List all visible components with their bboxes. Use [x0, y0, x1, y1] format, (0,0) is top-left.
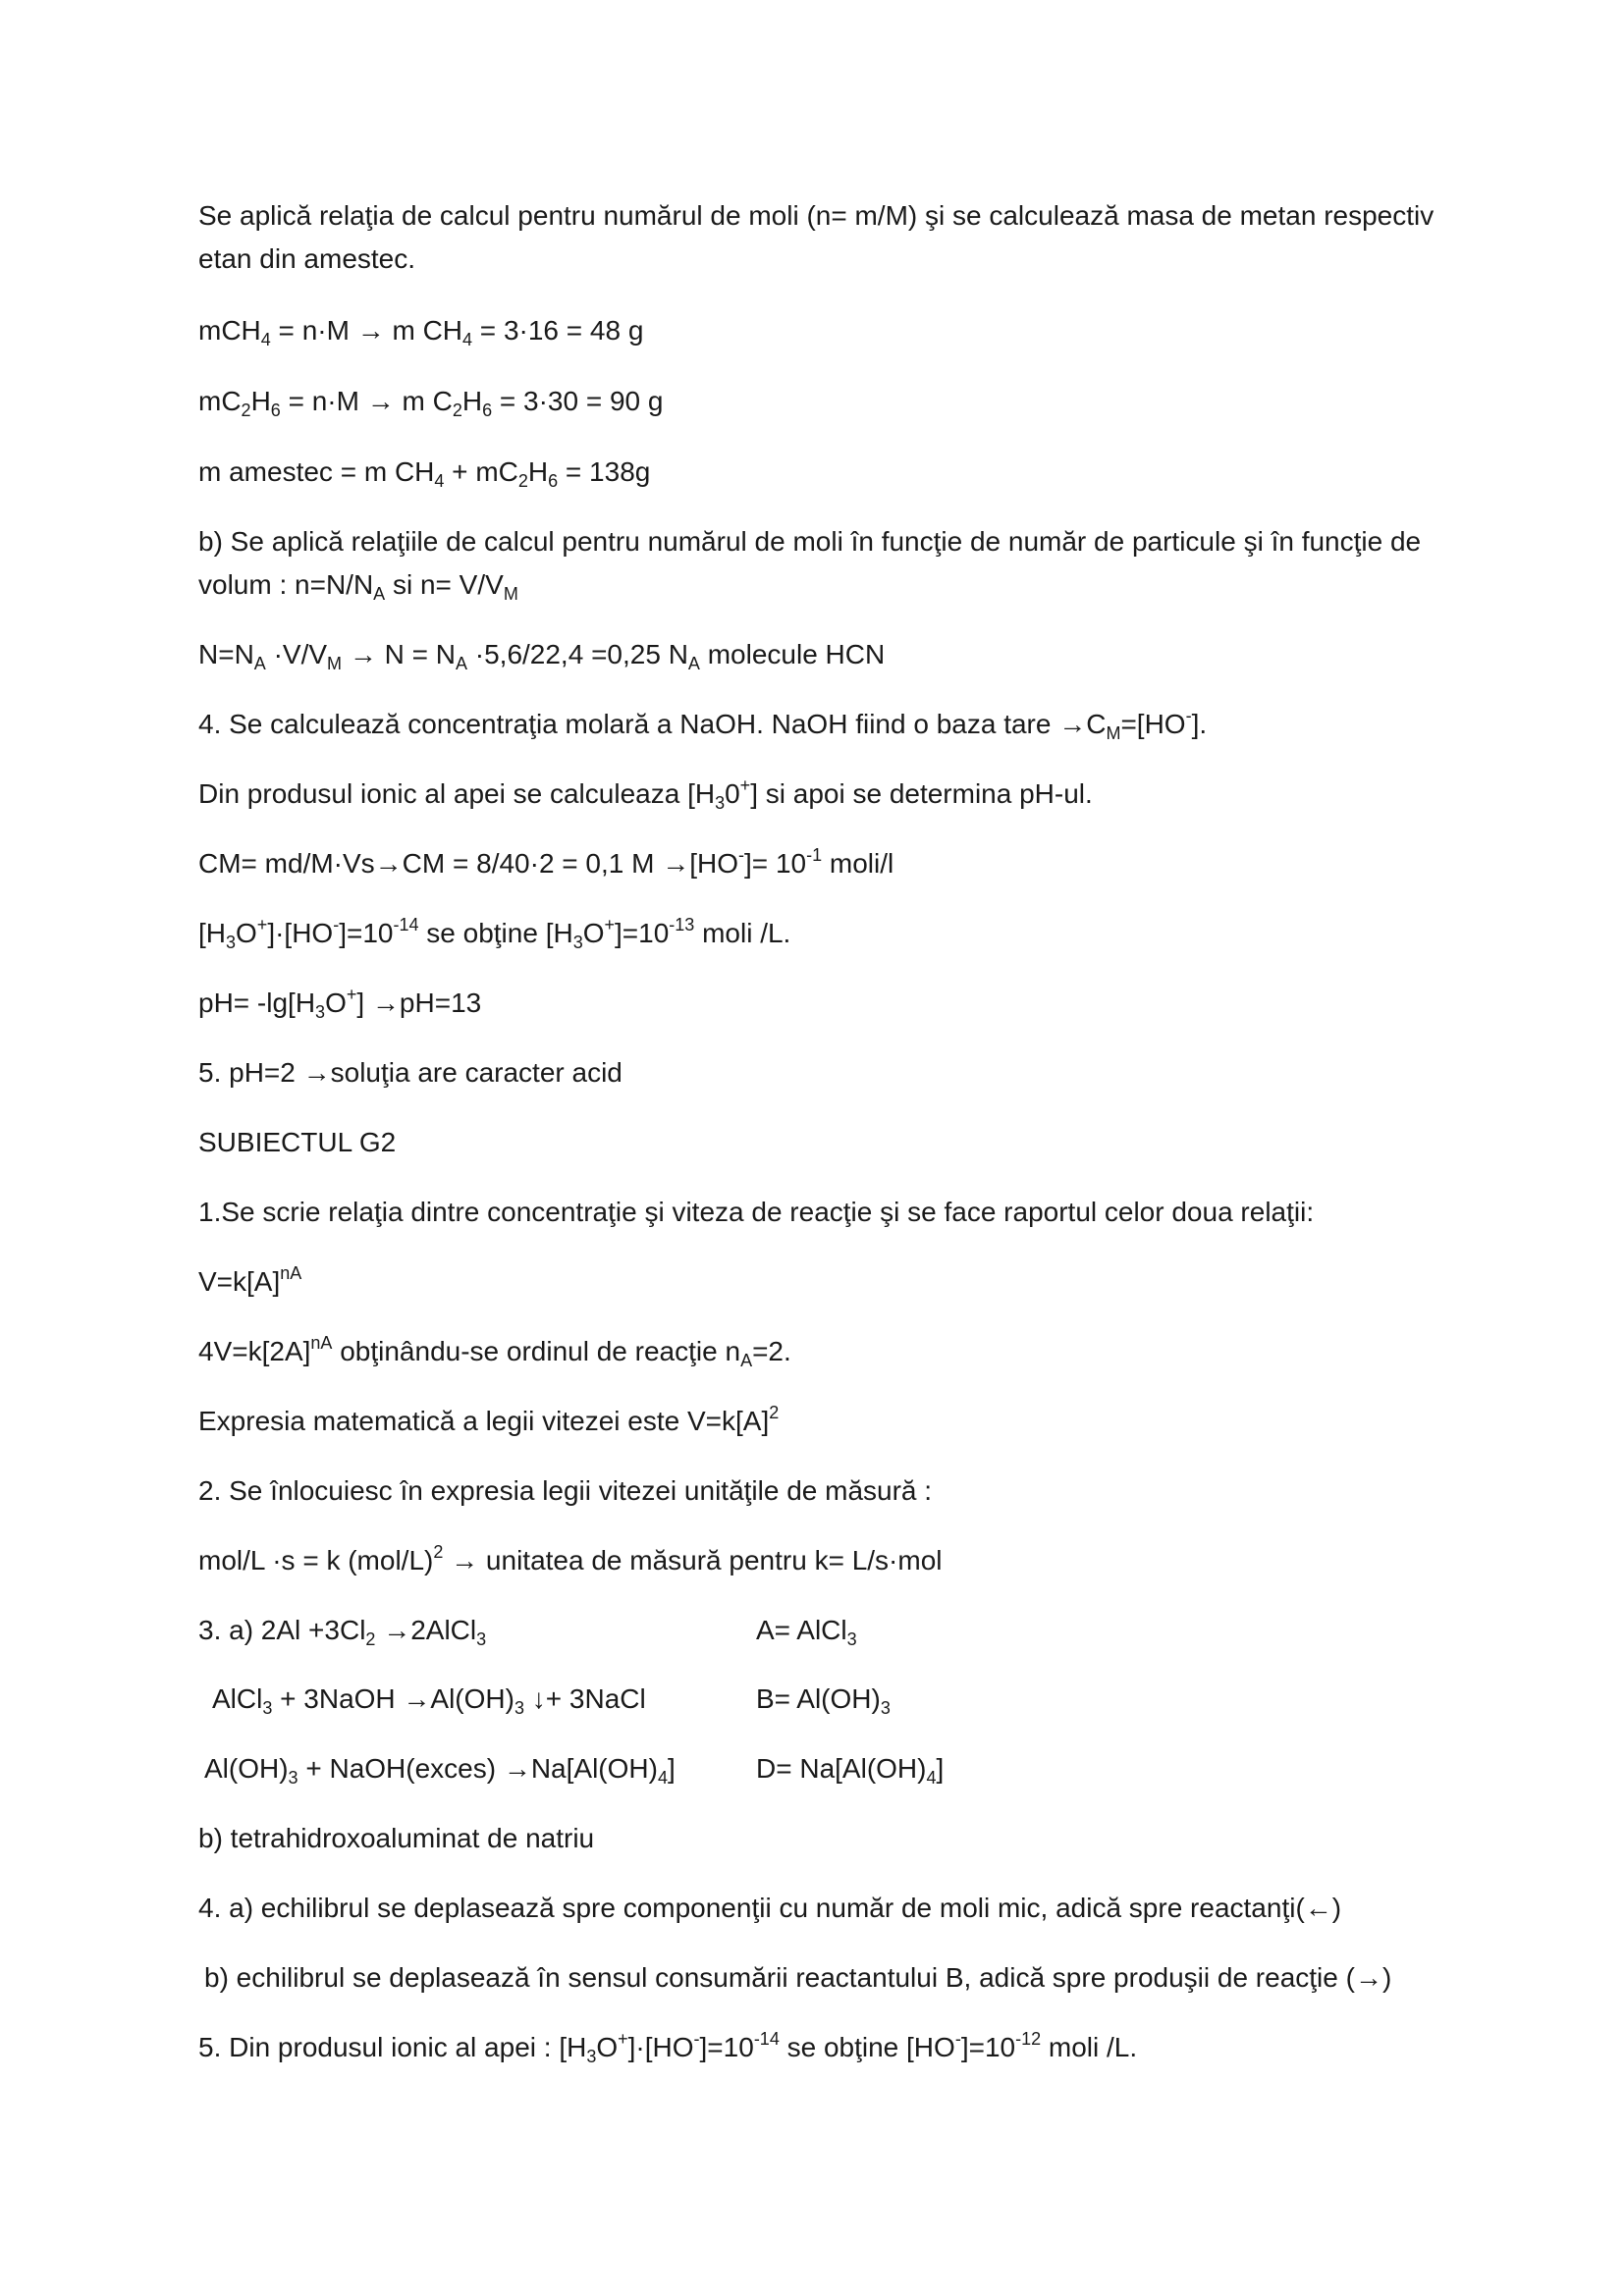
text: volum : n=N/N — [198, 569, 374, 600]
equation-cm — [198, 842, 893, 885]
reaction-1 — [198, 1609, 486, 1652]
text: obţinându-se ordinul de reacţie n — [332, 1336, 741, 1366]
compound-b — [756, 1678, 891, 1721]
subscript: 3 — [288, 1768, 298, 1788]
subscript: 2 — [452, 400, 462, 420]
equation-h3o — [198, 912, 790, 955]
text: 3. a) 2Al +3Cl — [198, 1615, 366, 1645]
text: ] — [936, 1753, 945, 1784]
text: A= AlCl — [756, 1615, 847, 1645]
subscript: 4 — [657, 1768, 668, 1788]
text: si n= V/V — [385, 569, 504, 600]
text: → unitatea de măsură pentru k= L/s·mol — [443, 1545, 943, 1575]
subscript: 3 — [715, 793, 726, 813]
superscript: - — [1185, 706, 1192, 725]
paragraph-5-ionic-product — [198, 2026, 1137, 2069]
paragraph-4b-equilibrium — [204, 1956, 1391, 2000]
text: CM= md/M·Vs→CM = 8/40·2 = 0,1 M →[HO — [198, 848, 739, 879]
reaction-2 — [212, 1678, 646, 1721]
paragraph-b-relations — [198, 520, 1421, 563]
subscript: 3 — [226, 933, 237, 952]
text: b) echilibrul se deplasează în sensul consumării reactantului B, adică spre produşii de reacţie (→) — [204, 1962, 1392, 1993]
text: 5. Din produsul ionic al apei : [H — [198, 2032, 587, 2062]
text: 4V=k[2A] — [198, 1336, 311, 1366]
text: ]. — [1191, 709, 1208, 739]
text: [H — [198, 918, 226, 948]
text: molecule HCN — [699, 639, 886, 669]
text: →2AlCl — [375, 1615, 477, 1645]
text: = n·M → m CH — [270, 315, 463, 346]
subscript: 2 — [517, 471, 528, 491]
paragraph-2-units — [198, 1469, 932, 1513]
compound-a — [756, 1609, 857, 1652]
paragraph-moles-intro-cont — [198, 238, 415, 281]
text: moli/l — [822, 848, 894, 879]
subscript: 6 — [270, 400, 281, 420]
subscript: 6 — [482, 400, 493, 420]
text: etan din amestec. — [198, 243, 416, 274]
text: + 3NaOH →Al(OH) — [272, 1683, 514, 1714]
subscript: 3 — [880, 1698, 891, 1718]
text: mC — [198, 386, 242, 416]
text: H — [461, 386, 483, 416]
superscript: 2 — [769, 1403, 780, 1422]
text: ]=10 — [960, 2032, 1016, 2062]
text: H — [250, 386, 271, 416]
text: ]=10 — [339, 918, 394, 948]
section-heading-g2 — [198, 1121, 396, 1164]
subscript: 4 — [926, 1768, 937, 1788]
subscript: 4 — [462, 330, 473, 349]
text: b) Se aplică relaţiile de calcul pentru numărul de moli în funcţie de număr de particule şi în funcţie de — [198, 526, 1422, 557]
equation-rate-2 — [198, 1330, 791, 1373]
superscript: -13 — [669, 915, 695, 934]
text: pH= -lg[H — [198, 988, 316, 1018]
subscript: 3 — [514, 1698, 524, 1718]
text: Expresia matematică a legii vitezei este V=k[A] — [198, 1406, 770, 1436]
text: ]= 10 — [744, 848, 807, 879]
subscript: M — [1106, 723, 1121, 743]
superscript: -14 — [393, 915, 419, 934]
text: mol/L ·s = k (mol/L) — [198, 1545, 434, 1575]
text: O — [325, 988, 347, 1018]
text: Al(OH) — [204, 1753, 289, 1784]
text: 0 — [725, 778, 740, 809]
subscript: M — [327, 654, 343, 673]
text: 1.Se scrie relaţia dintre concentraţie şi viteza de reacţie şi se face raportul celor doua relaţii: — [198, 1197, 1315, 1227]
paragraph-4-naoh — [198, 703, 1207, 746]
text: 4. a) echilibrul se deplasează spre componenţii cu număr de moli mic, adică spre reactanţi(←) — [198, 1893, 1342, 1923]
subscript: 3 — [586, 2047, 597, 2066]
paragraph-3b-name — [198, 1817, 594, 1860]
subscript: 2 — [365, 1629, 376, 1649]
subscript: M — [503, 584, 518, 604]
paragraph-b-relations-cont — [198, 563, 518, 607]
text: 5. pH=2 →soluţia are caracter acid — [198, 1057, 623, 1088]
subscript: 3 — [476, 1629, 487, 1649]
superscript: + — [256, 915, 268, 934]
text: mCH — [198, 315, 261, 346]
paragraph-1-rate — [198, 1191, 1314, 1234]
text: = 138g — [558, 456, 651, 487]
subscript: 3 — [262, 1698, 273, 1718]
subscript: A — [455, 654, 467, 673]
text: ] →pH=13 — [356, 988, 482, 1018]
equation-mass-ch4 — [198, 309, 643, 352]
text: Din produsul ionic al apei se calculeaza [H — [198, 778, 716, 809]
text: ] — [667, 1753, 676, 1784]
equation-rate-law — [198, 1400, 779, 1443]
text: ]=10 — [615, 918, 670, 948]
superscript: - — [738, 845, 745, 865]
reaction-3 — [204, 1747, 676, 1790]
text: moli /L. — [1041, 2032, 1138, 2062]
text: + NaOH(exces) →Na[Al(OH) — [298, 1753, 658, 1784]
text: = 3·16 = 48 g — [472, 315, 644, 346]
text: m amestec = m CH — [198, 456, 435, 487]
text: se obţine [HO — [779, 2032, 955, 2062]
subscript: 3 — [846, 1629, 857, 1649]
equation-units-k — [198, 1539, 943, 1582]
text: N=N — [198, 639, 254, 669]
text: ]=10 — [699, 2032, 754, 2062]
equation-ph — [198, 982, 481, 1025]
text: V=k[A] — [198, 1266, 281, 1297]
text: O — [236, 918, 257, 948]
text: b) tetrahidroxoaluminat de natriu — [198, 1823, 595, 1853]
subscript: A — [687, 654, 700, 673]
subscript: A — [253, 654, 266, 673]
text: ·5,6/22,4 =0,25 N — [466, 639, 688, 669]
compound-d — [756, 1747, 944, 1790]
subscript: 4 — [260, 330, 271, 349]
subscript: A — [740, 1351, 753, 1370]
text: SUBIECTUL G2 — [198, 1127, 397, 1157]
text: =[HO — [1120, 709, 1186, 739]
text: ↓+ 3NaCl — [523, 1683, 646, 1714]
superscript: + — [618, 2029, 628, 2049]
superscript: nA — [310, 1333, 333, 1353]
subscript: 3 — [315, 1002, 326, 1022]
equation-rate-1 — [198, 1260, 301, 1304]
text: ] si apoi se determina pH-ul. — [750, 778, 1093, 809]
text: = 3·30 = 90 g — [492, 386, 664, 416]
text: 4. Se calculează concentraţia molară a NaOH. NaOH fiind o baza tare →C — [198, 709, 1107, 739]
equation-hcn-molecules — [198, 633, 885, 676]
text: 2. Se înlocuiesc în expresia legii vitezei unităţile de măsură : — [198, 1475, 933, 1506]
text: ]·[HO — [267, 918, 334, 948]
text: se obţine [H — [418, 918, 573, 948]
subscript: 3 — [572, 933, 583, 952]
superscript: nA — [280, 1263, 302, 1283]
superscript: - — [693, 2029, 700, 2049]
text: H — [527, 456, 549, 487]
subscript: 6 — [548, 471, 559, 491]
superscript: -12 — [1015, 2029, 1042, 2049]
paragraph-moles-intro — [198, 194, 1434, 238]
superscript: + — [346, 985, 357, 1004]
text: ·V/V — [265, 639, 328, 669]
text: O — [596, 2032, 619, 2062]
equation-mass-mixture — [198, 451, 650, 494]
text: → N = N — [342, 639, 456, 669]
superscript: + — [739, 775, 751, 795]
paragraph-5-acid — [198, 1051, 623, 1095]
equation-mass-c2h6 — [198, 380, 663, 423]
text: D= Na[Al(OH) — [756, 1753, 927, 1784]
subscript: 2 — [241, 400, 251, 420]
text: ]·[HO — [627, 2032, 694, 2062]
text: B= Al(OH) — [756, 1683, 881, 1714]
text: O — [582, 918, 605, 948]
superscript: + — [604, 915, 616, 934]
superscript: - — [954, 2029, 961, 2049]
subscript: A — [373, 584, 386, 604]
paragraph-4a-equilibrium — [198, 1887, 1341, 1930]
text: Se aplică relaţia de calcul pentru numărul de moli (n= m/M) şi se calculează masa de metan respectiv — [198, 200, 1435, 231]
superscript: -14 — [753, 2029, 780, 2049]
text: AlCl — [212, 1683, 263, 1714]
text: =2. — [752, 1336, 791, 1366]
superscript: 2 — [433, 1542, 444, 1562]
paragraph-ionic-product — [198, 773, 1093, 816]
superscript: - — [333, 915, 340, 934]
text: + mC — [444, 456, 518, 487]
text: moli /L. — [694, 918, 791, 948]
text: = n·M → m C — [280, 386, 453, 416]
subscript: 4 — [434, 471, 445, 491]
superscript: -1 — [806, 845, 823, 865]
